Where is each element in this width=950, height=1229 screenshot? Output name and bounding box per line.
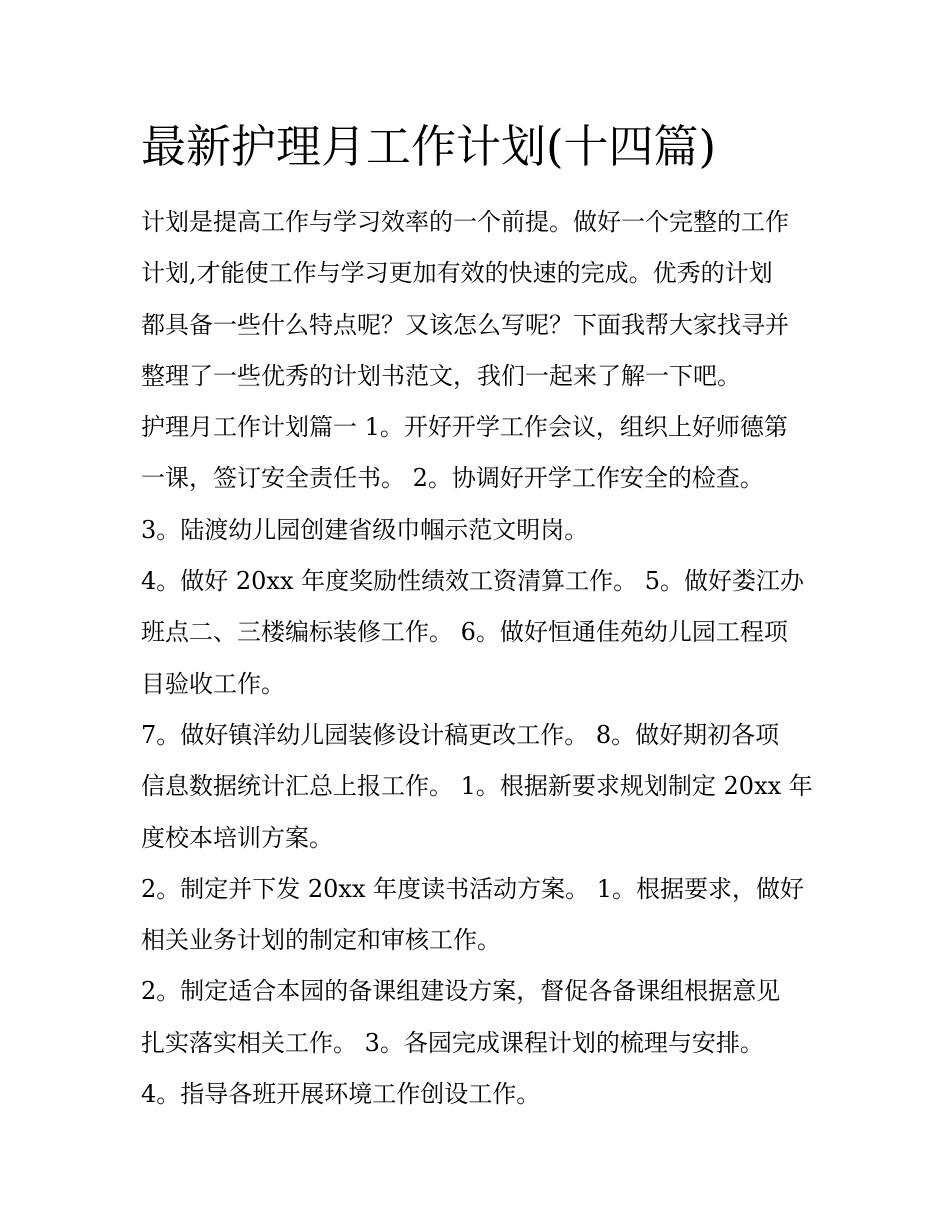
text-line: 都具备一些什么特点呢？又该怎么写呢？下面我帮大家找寻并 — [141, 310, 789, 339]
document-title: 最新护理月工作计划(十四篇) — [141, 120, 717, 173]
text-line: 班点二、三楼编标装修工作。 6。做好恒通佳苑幼儿园工程项 — [141, 618, 788, 647]
text-line: 整理了一些优秀的计划书范文，我们一起来了解一下吧。 — [141, 361, 741, 390]
text-line: 信息数据统计汇总上报工作。 1。根据新要求规划制定 20xx 年 — [141, 772, 813, 801]
text-line: 计划是提高工作与学习效率的一个前提。做好一个完整的工作 — [141, 208, 789, 236]
text-line: 计划,才能使工作与学习更加有效的快速的完成。优秀的计划 — [141, 259, 773, 288]
text-line: 相关业务计划的制定和审核工作。 — [141, 926, 501, 955]
text-line: 度校本培训方案。 — [141, 823, 333, 852]
text-line: 扎实落实相关工作。 3。各园完成课程计划的梳理与安排。 — [141, 1028, 764, 1057]
document-body — [141, 200, 821, 1123]
text-line: 护理月工作计划篇一 1。开好开学工作会议，组织上好师德第 — [141, 413, 788, 442]
text-line: 2。制定适合本园的备课组建设方案，督促各备课组根据意见 — [141, 977, 781, 1006]
text-line: 3。陆渡幼儿园创建省级巾帼示范文明岗。 — [141, 515, 589, 544]
text-line: 4。做好 20xx 年度奖励性绩效工资清算工作。 5。做好娄江办 — [141, 567, 805, 596]
text-line: 一课，签订安全责任书。 2。协调好开学工作安全的检查。 — [141, 464, 764, 493]
text-line: 4。指导各班开展环境工作创设工作。 — [141, 1080, 541, 1109]
text-line: 目验收工作。 — [141, 669, 285, 698]
text-line: 2。制定并下发 20xx 年度读书活动方案。 1。根据要求，做好 — [141, 874, 805, 903]
text-line: 7。做好镇洋幼儿园装修设计稿更改工作。 8。做好期初各项 — [141, 720, 780, 749]
